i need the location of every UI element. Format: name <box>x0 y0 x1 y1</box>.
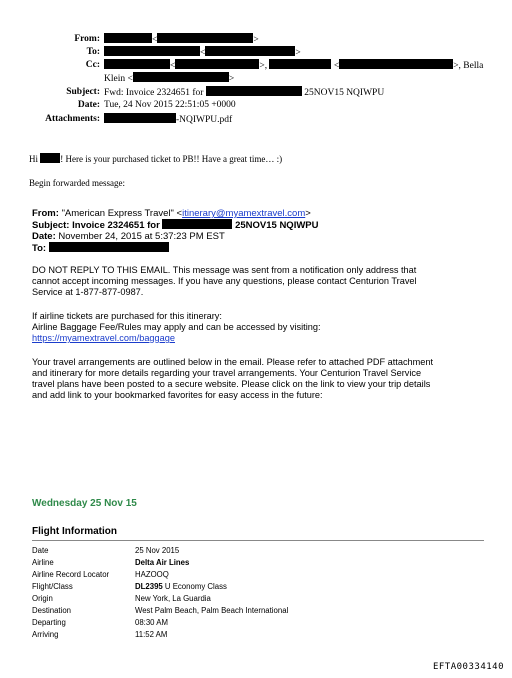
to-label: To: <box>86 47 100 57</box>
cc-value-2: Klein < > <box>104 74 235 84</box>
section-divider <box>32 540 484 541</box>
from-label: From: <box>74 34 100 44</box>
to-value: < > <box>104 46 301 59</box>
document-id: EFTA00334140 <box>432 662 504 672</box>
greeting-line: Hi ! Here is your purchased ticket to PB!! Have a great time… :) <box>29 154 283 164</box>
redaction <box>104 59 170 69</box>
redaction <box>205 46 295 56</box>
cc-value: < >, < >, Bella <box>104 59 483 72</box>
redaction <box>104 33 152 43</box>
date-value: Tue, 24 Nov 2015 22:51:05 +0000 <box>104 100 236 110</box>
notice-paragraph: DO NOT REPLY TO THIS EMAIL. This message was sent from a notification only address that cannot accept incoming messages. If you have any questions, please contact Centurion Travel Service at 1-877-877-0987. <box>32 265 417 297</box>
redaction <box>49 242 169 252</box>
itinerary-date-heading: Wednesday 25 Nov 15 <box>32 498 137 509</box>
fwd-from-row: From: "American Express Travel" <itinerary@myamextravel.com> <box>32 208 311 219</box>
redaction <box>104 113 176 123</box>
begin-forwarded: Begin forwarded message: <box>29 178 125 188</box>
redaction <box>269 59 331 69</box>
from-email-link[interactable]: itinerary@myamextravel.com <box>182 208 306 219</box>
baggage-paragraph: If airline tickets are purchased for this itinerary: Airline Baggage Fee/Rules may apply and can be accessed by visiting: https://myamextravel.com/baggage <box>32 311 321 343</box>
subject-label: Subject: <box>66 87 100 97</box>
redaction <box>157 33 253 43</box>
flight-info-heading: Flight Information <box>32 526 117 537</box>
redaction <box>339 59 453 69</box>
attachments-label: Attachments: <box>45 114 100 124</box>
travel-paragraph: Your travel arrangements are outlined below in the email. Please refer to attached PDF attachment and itinerary for more details regarding your travel arrangements. Your Centurion Travel Service travel plans have been posted to a secure website. Please click on the link to view your trip details and add link to your bookmarked favorites for easy access in the future: <box>32 357 434 400</box>
cc-label: Cc: <box>85 60 100 70</box>
fwd-date-row: Date: November 24, 2015 at 5:37:23 PM EST <box>32 231 225 242</box>
redaction <box>133 72 229 82</box>
date-label: Date: <box>77 100 100 110</box>
redaction <box>40 153 60 163</box>
subject-value: Fwd: Invoice 2324651 for 25NOV15 NQIWPU <box>104 88 385 98</box>
redaction <box>175 59 259 69</box>
baggage-link[interactable]: https://myamextravel.com/baggage <box>32 333 175 343</box>
fwd-subject-row: Subject: Invoice 2324651 for 25NOV15 NQIWPU <box>32 220 319 231</box>
redaction <box>206 86 302 96</box>
redaction <box>162 219 232 229</box>
redaction <box>104 46 200 56</box>
attachments-value[interactable]: -NQIWPU.pdf <box>104 113 232 126</box>
fwd-to-row: To: <box>32 242 169 254</box>
from-value: < > <box>104 33 259 46</box>
